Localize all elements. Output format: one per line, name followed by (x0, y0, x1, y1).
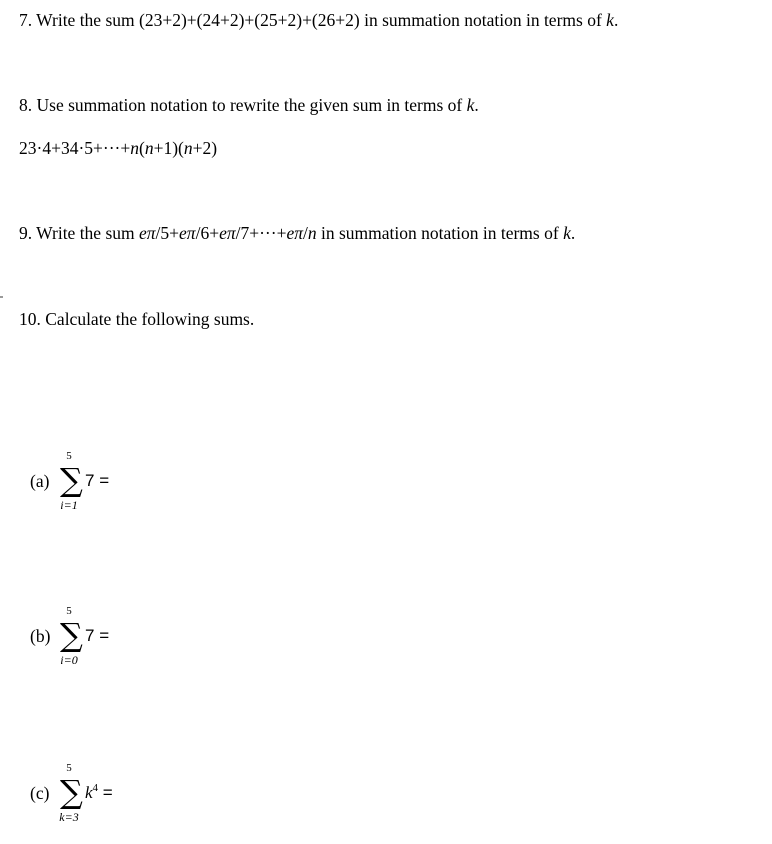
q8-lead: 8. Use summation notation to rewrite the given sum in terms of (19, 95, 467, 115)
q9-middle: in summation notation in terms of (321, 223, 564, 243)
q7-lead: 7. Write the sum (19, 10, 139, 30)
sum-b-term (85, 625, 109, 647)
q10-heading: 10. Calculate the following sums. (19, 309, 255, 329)
q9-expr-g: eπ (286, 223, 303, 243)
q8-expr-mid1: ( (139, 138, 145, 158)
sum-c-exponent: 4 (92, 782, 99, 794)
q8-period: . (474, 95, 479, 115)
sum-a-sigma: ∑ (60, 461, 83, 499)
q9-expr-a: eπ (139, 223, 156, 243)
sum-b-upper-limit: 5 (66, 605, 72, 617)
sum-b-label: (b) (30, 626, 51, 646)
q8-expr-mid2: +1)( (153, 138, 184, 158)
sum-b-term-value: 7 (85, 626, 95, 645)
sum-a-term (85, 470, 109, 492)
q8-expr-end: +2) (192, 138, 218, 158)
sum-c-upper-limit: 5 (66, 762, 72, 774)
q7-expression: (23+2)+(24+2)+(25+2)+(26+2) (139, 10, 360, 30)
sum-c-term (85, 782, 113, 804)
q9-expr-f: /7+···+ (235, 223, 287, 243)
question-8 (19, 94, 479, 116)
q9-expr-b: /5+ (155, 223, 180, 243)
question-10 (19, 308, 254, 330)
sum-a-term-value: 7 (85, 471, 95, 490)
q9-expr-i: n (307, 223, 317, 243)
q9-period: . (570, 223, 576, 243)
q7-variable: k (606, 10, 614, 30)
sum-b-sigma: ∑ (60, 616, 83, 654)
sum-b-equals: = (94, 626, 110, 645)
sum-c (30, 764, 190, 834)
question-7 (19, 9, 618, 31)
sum-c-lower-limit: k=3 (59, 810, 79, 824)
sum-a-equals: = (94, 471, 110, 490)
q9-lead: 9. Write the sum (19, 223, 139, 243)
q9-expr-h: / (303, 223, 308, 243)
q9-expr-e: eπ (219, 223, 236, 243)
sum-a (30, 452, 190, 522)
q9-expr-c: eπ (179, 223, 196, 243)
sum-a-lower-limit: i=1 (60, 498, 78, 512)
q7-period: . (613, 10, 619, 30)
sum-b-lower-limit: i=0 (60, 653, 78, 667)
margin-tick (0, 296, 3, 298)
sum-a-upper-limit: 5 (66, 450, 72, 462)
q8-variable: k (466, 95, 475, 115)
q8-expr-n2: n (144, 138, 154, 158)
q8-expression (19, 137, 217, 159)
question-9 (19, 222, 575, 244)
q8-expr-n1: n (130, 138, 139, 158)
q9-variable: k (563, 223, 571, 243)
sum-c-term-var: k (85, 783, 93, 802)
sum-a-label: (a) (30, 471, 50, 491)
sum-c-equals: = (98, 783, 113, 802)
q8-expr-n3: n (183, 138, 193, 158)
q9-expr-d: /6+ (195, 223, 220, 243)
sum-c-label: (c) (30, 783, 50, 803)
q7-middle: in summation notation in terms of (364, 10, 607, 30)
sum-b (30, 607, 190, 677)
sum-c-sigma: ∑ (60, 773, 83, 811)
q8-expr-start: 23·4+34·5+···+ (19, 138, 131, 158)
